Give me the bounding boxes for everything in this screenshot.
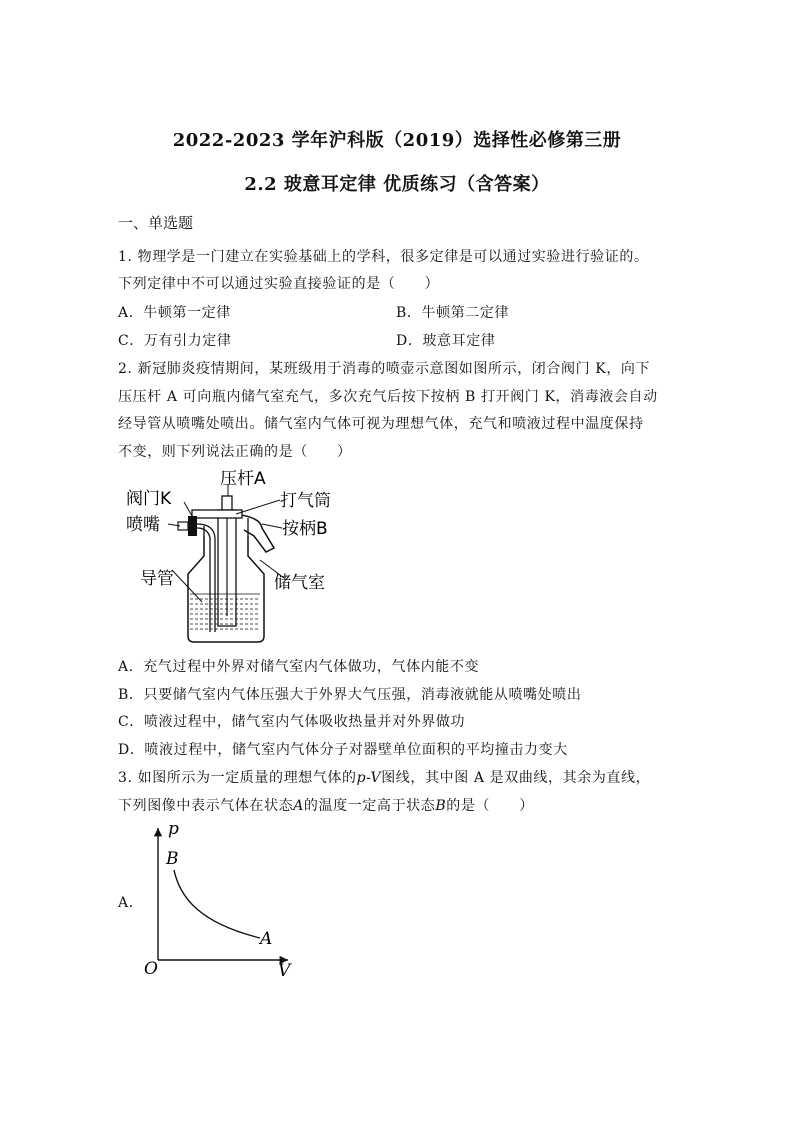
q3-stem-line2	[118, 795, 534, 815]
rod-a	[222, 496, 232, 510]
liquid-hatch	[190, 594, 260, 629]
q3-state-a: A	[293, 798, 304, 814]
valve-k	[188, 516, 197, 536]
sprayer-cap	[192, 510, 242, 518]
pv-graph-a	[140, 818, 300, 980]
point-label-b: B	[166, 849, 179, 869]
q2-option-b: B．只要储气室内气体压强大于外界大气压强，消毒液就能从喷嘴处喷出	[118, 687, 582, 703]
q2-option-d: D．喷液过程中，储气室内气体分子对器壁单位面积的平均撞击力变大	[118, 742, 568, 758]
q3-stem-line2-part1: 下列图像中表示气体在状态	[118, 798, 294, 814]
isotherm-curve	[174, 870, 260, 938]
q2-stem-line2: 压压杆 A 可向瓶内储气室充气，多次充气后按下按柄 B 打开阀门 K，消毒液会自动	[118, 389, 658, 405]
q2-stem-line3: 经导管从喷嘴处喷出。储气室内气体可视为理想气体，充气和喷液过程中温度保持	[118, 416, 644, 432]
sprayer-figure	[110, 466, 370, 650]
label-valve-k: 阀门K	[126, 489, 172, 509]
label-handle-b: 按柄B	[282, 519, 328, 539]
q2-stem-line1: 2. 新冠肺炎疫情期间，某班级用于消毒的喷壶示意图如图所示，闭合阀门 K，向下	[118, 361, 651, 377]
label-rod-a: 压杆A	[220, 469, 266, 489]
q2-option-c: C．喷液过程中，储气室内气体吸收热量并对外界做功	[118, 714, 466, 730]
document-subtitle: 2.2 玻意耳定律 优质练习（含答案）	[244, 174, 550, 195]
q1-option-a: A．牛顿第一定律	[118, 305, 231, 321]
label-tube: 导管	[140, 569, 174, 589]
origin-label: O	[144, 959, 158, 979]
q3-stem-line1	[118, 767, 650, 787]
section-heading: 一、单选题	[118, 214, 194, 232]
q3-state-b: B	[435, 798, 447, 814]
label-pump: 打气筒	[280, 491, 331, 511]
q3-stem-line2-part3: 的是（ ）	[446, 798, 534, 814]
q1-stem-line1: 1. 物理学是一门建立在实验基础上的学科，很多定律是可以通过实验进行验证的。	[118, 249, 649, 265]
q3-option-a-label: A．	[118, 895, 144, 911]
q3-stem-line1-part2: 图线，其中图 A 是双曲线，其余为直线，	[381, 770, 651, 786]
axis-label-v: V	[278, 961, 291, 980]
q3-stem-line2-part2: 的温度一定高于状态	[303, 798, 436, 814]
q1-option-b: B．牛顿第二定律	[396, 305, 510, 321]
q1-stem-line2: 下列定律中不可以通过实验直接验证的是（ ）	[118, 276, 440, 292]
q1-option-d: D．玻意耳定律	[396, 333, 496, 349]
label-nozzle: 喷嘴	[126, 515, 160, 535]
document-title: 2022-2023 学年沪科版（2019）选择性必修第三册	[172, 130, 622, 151]
point-label-a: A	[260, 929, 273, 949]
label-chamber: 储气室	[274, 573, 325, 593]
q3-stem-line1-part1: 3. 如图所示为一定质量的理想气体的	[118, 770, 357, 786]
axis-label-p: p	[168, 819, 179, 839]
q3-pv-symbol: p-V	[356, 770, 382, 786]
q1-option-c: C．万有引力定律	[118, 333, 232, 349]
q2-option-a: A．充气过程中外界对储气室内气体做功，气体内能不变	[118, 659, 480, 675]
q2-stem-line4: 不变，则下列说法正确的是（ ）	[118, 444, 352, 460]
handle-b	[232, 514, 274, 552]
